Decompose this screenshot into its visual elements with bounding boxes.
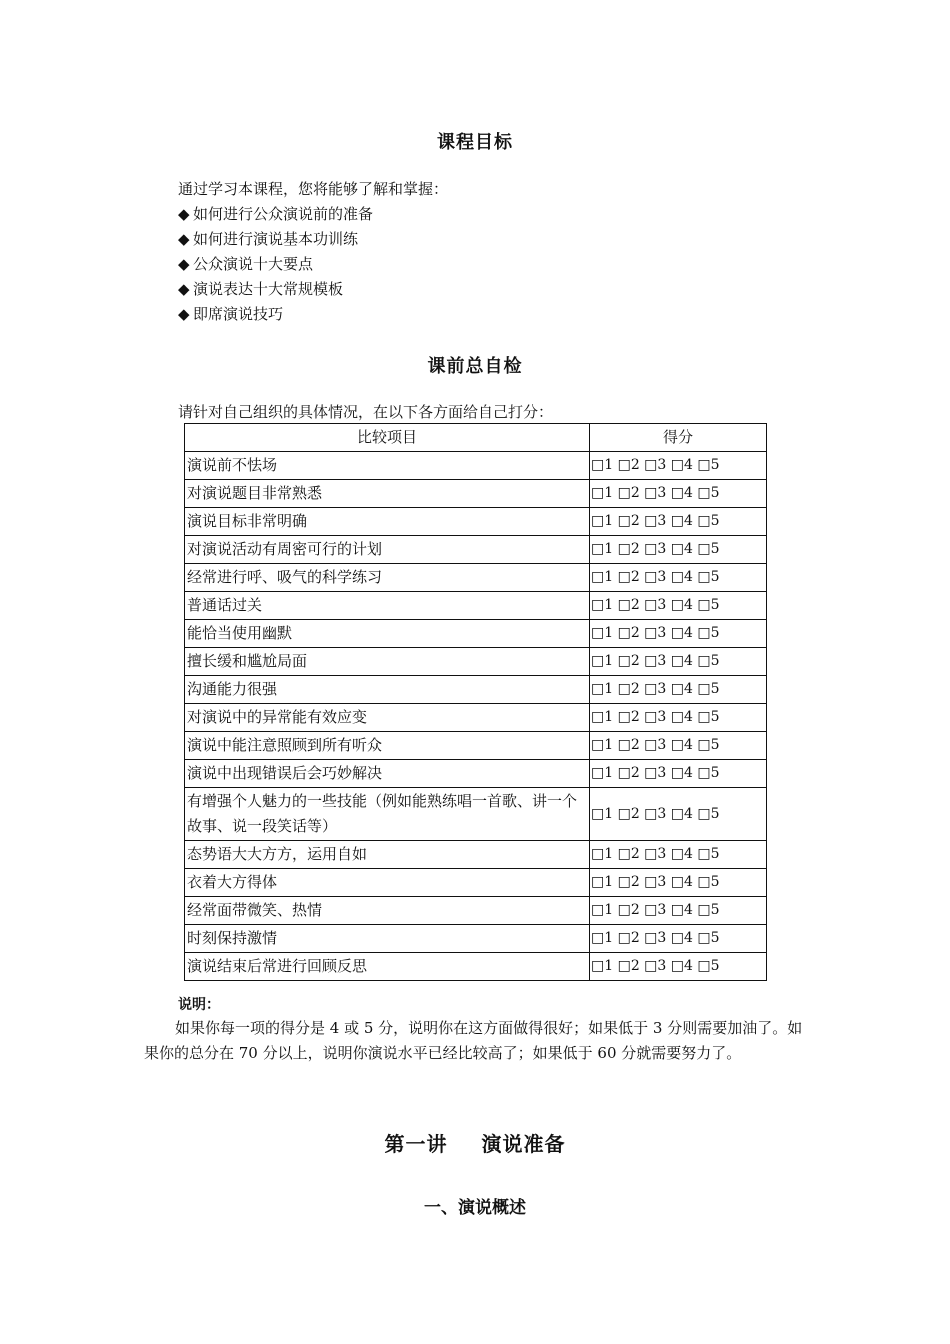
row-score-options[interactable]: □1 □2 □3 □4 □5: [590, 788, 767, 841]
row-score-options[interactable]: □1 □2 □3 □4 □5: [590, 452, 767, 480]
goal-item: [178, 252, 373, 277]
row-score-options[interactable]: □1 □2 □3 □4 □5: [590, 536, 767, 564]
table-row: [185, 676, 767, 704]
row-item-label: 沟通能力很强: [185, 676, 590, 704]
goal-item-label: 如何进行演说基本功训练: [193, 230, 359, 248]
self-check-rows: [185, 452, 767, 981]
row-item-label: 对演说活动有周密可行的计划: [185, 536, 590, 564]
diamond-bullet-icon: ◆: [178, 280, 190, 298]
row-score-options[interactable]: □1 □2 □3 □4 □5: [590, 925, 767, 953]
goal-item-label: 演说表达十大常规模板: [193, 280, 344, 298]
note-title: 说明：: [178, 997, 220, 1013]
goal-item-label: 即席演说技巧: [193, 305, 284, 323]
row-item-label: 对演说中的异常能有效应变: [185, 704, 590, 732]
row-score-options[interactable]: □1 □2 □3 □4 □5: [590, 760, 767, 788]
row-item-label: 演说目标非常明确: [185, 508, 590, 536]
self-check-intro: 请针对自己组织的具体情况，在以下各方面给自己打分：: [178, 403, 554, 421]
row-item-label: 对演说题目非常熟悉: [185, 480, 590, 508]
row-score-options[interactable]: □1 □2 □3 □4 □5: [590, 648, 767, 676]
table-row: [185, 760, 767, 788]
row-score-options[interactable]: □1 □2 □3 □4 □5: [590, 592, 767, 620]
goal-item-label: 公众演说十大要点: [193, 255, 314, 273]
row-score-options[interactable]: □1 □2 □3 □4 □5: [590, 480, 767, 508]
table-row: [185, 704, 767, 732]
table-row: [185, 564, 767, 592]
row-item-label: 演说中出现错误后会巧妙解决: [185, 760, 590, 788]
goal-item: [178, 202, 373, 227]
row-item-label: 演说结束后常进行回顾反思: [185, 953, 590, 981]
row-item-label: 能恰当使用幽默: [185, 620, 590, 648]
row-item-label: 经常面带微笑、热情: [185, 897, 590, 925]
header-score: 得分: [590, 424, 767, 452]
table-row: [185, 452, 767, 480]
row-score-options[interactable]: □1 □2 □3 □4 □5: [590, 841, 767, 869]
row-item-label: 演说前不怯场: [185, 452, 590, 480]
goal-item: [178, 302, 373, 327]
row-item-label: 演说中能注意照顾到所有听众: [185, 732, 590, 760]
row-item-label: 普通话过关: [185, 592, 590, 620]
diamond-bullet-icon: ◆: [178, 205, 190, 223]
lecture-name: 演说准备: [481, 1132, 566, 1156]
course-goals-list: [178, 202, 373, 327]
row-score-options[interactable]: □1 □2 □3 □4 □5: [590, 704, 767, 732]
table-header-row: [185, 424, 767, 452]
note-body: 如果你每一项的得分是 4 或 5 分，说明你在这方面做得很好；如果低于 3 分则需要加油了。如果你的总分在 70 分以上，说明你演说水平已经比较高了；如果低于 60 分就需要努力了。: [144, 1019, 803, 1062]
course-goals-title: 课程目标: [437, 132, 513, 153]
row-item-label: 擅长缓和尴尬局面: [185, 648, 590, 676]
lecture-title: [0, 1128, 950, 1157]
row-score-options[interactable]: □1 □2 □3 □4 □5: [590, 897, 767, 925]
row-item-label: 时刻保持激情: [185, 925, 590, 953]
row-score-options[interactable]: □1 □2 □3 □4 □5: [590, 732, 767, 760]
table-row: [185, 897, 767, 925]
table-row: [185, 648, 767, 676]
lecture-number: 第一讲: [384, 1132, 448, 1156]
table-row: [185, 536, 767, 564]
goal-item: [178, 227, 373, 252]
row-item-label: 经常进行呼、吸气的科学练习: [185, 564, 590, 592]
table-row: [185, 592, 767, 620]
row-score-options[interactable]: □1 □2 □3 □4 □5: [590, 564, 767, 592]
diamond-bullet-icon: ◆: [178, 230, 190, 248]
diamond-bullet-icon: ◆: [178, 255, 190, 273]
row-item-label: 态势语大大方方，运用自如: [185, 841, 590, 869]
table-row: [185, 953, 767, 981]
header-item: 比较项目: [185, 424, 590, 452]
row-score-options[interactable]: □1 □2 □3 □4 □5: [590, 620, 767, 648]
self-check-title: 课前总自检: [427, 356, 523, 377]
goal-item: [178, 277, 373, 302]
course-goals-intro: 通过学习本课程，您将能够了解和掌握：: [178, 180, 449, 198]
section-title: 一、演说概述: [424, 1198, 526, 1218]
table-row: [185, 508, 767, 536]
table-row: [185, 841, 767, 869]
row-score-options[interactable]: □1 □2 □3 □4 □5: [590, 676, 767, 704]
table-row: [185, 732, 767, 760]
row-score-options[interactable]: □1 □2 □3 □4 □5: [590, 953, 767, 981]
table-row: [185, 620, 767, 648]
row-score-options[interactable]: □1 □2 □3 □4 □5: [590, 869, 767, 897]
goal-item-label: 如何进行公众演说前的准备: [193, 205, 374, 223]
table-row: [185, 869, 767, 897]
table-row: [185, 788, 767, 841]
table-row: [185, 925, 767, 953]
table-row: [185, 480, 767, 508]
row-item-label: 有增强个人魅力的一些技能（例如能熟练唱一首歌、讲一个故事、说一段笑话等）: [185, 788, 590, 841]
self-check-table: [184, 423, 767, 981]
row-item-label: 衣着大方得体: [185, 869, 590, 897]
diamond-bullet-icon: ◆: [178, 305, 190, 323]
row-score-options[interactable]: □1 □2 □3 □4 □5: [590, 508, 767, 536]
